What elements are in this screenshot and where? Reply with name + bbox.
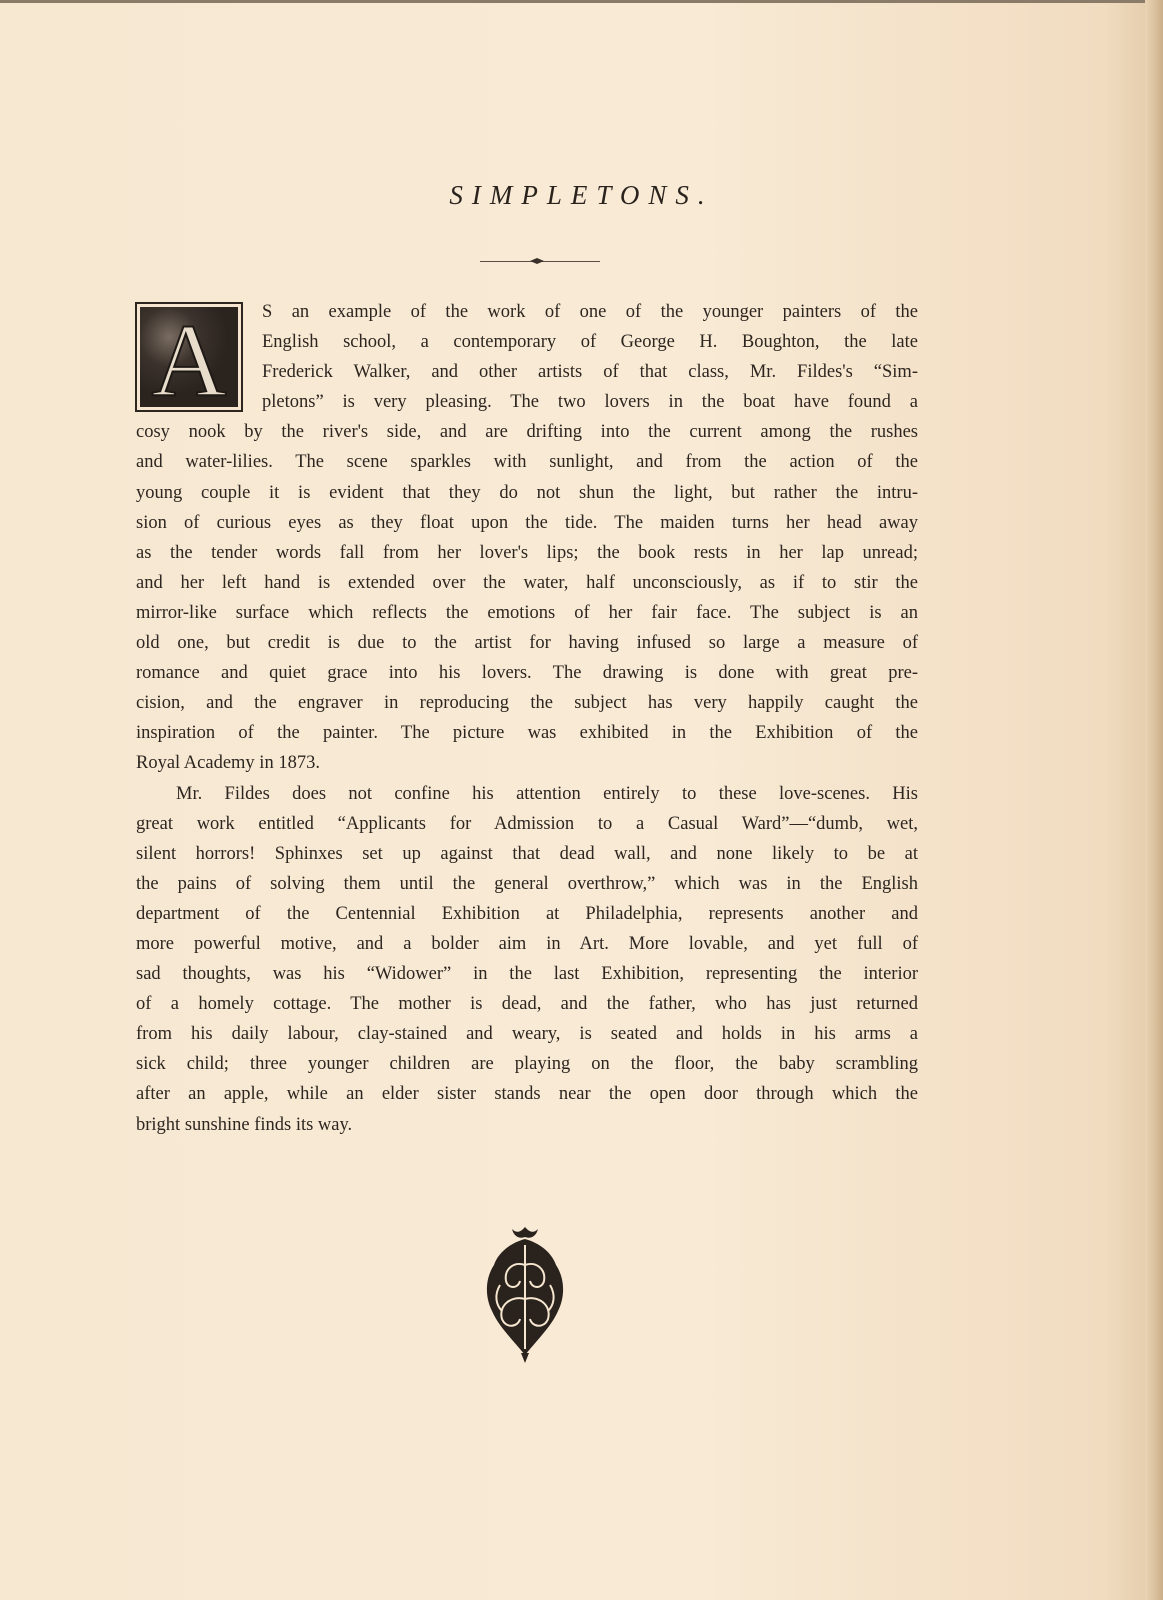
text-line: sick child; three younger children are playing on the floor, the baby scrambling: [136, 1054, 918, 1075]
text-line: great work entitled “Applicants for Admission to a Casual Ward”—“dumb, wet,: [136, 813, 918, 834]
text-line: from his daily labour, clay-stained and weary, is seated and holds in his arms a: [136, 1024, 918, 1045]
text-line: after an apple, while an elder sister stands near the open door through which the: [136, 1084, 918, 1105]
text-line: mirror-like surface which reflects the emotions of her fair face. The subject is an: [136, 602, 918, 623]
text-line: inspiration of the painter. The picture was exhibited in the Exhibition of the: [136, 723, 918, 744]
page-top-edge: [0, 0, 1163, 3]
text-line: English school, a contemporary of George H. Boughton, the late: [262, 332, 918, 353]
paragraph: [136, 779, 918, 1140]
text-line: silent horrors! Sphinxes set up against that dead wall, and none likely to be at: [136, 843, 918, 864]
text-line: cosy nook by the river's side, and are drifting into the current among the rushes: [136, 422, 918, 443]
text-line: and her left hand is extended over the water, half unconsciously, as if to stir the: [136, 572, 918, 593]
body-text: [136, 297, 918, 1140]
text-line: sion of curious eyes as they float upon the tide. The maiden turns her head away: [136, 512, 918, 533]
text-line: more powerful motive, and a bolder aim in Art. More lovable, and yet full of: [136, 933, 918, 954]
text-line: of a homely cottage. The mother is dead, and the father, who has just returned: [136, 994, 918, 1015]
diamond-ornament-icon: [530, 258, 544, 264]
page-title: SIMPLETONS.: [449, 180, 714, 210]
text-line: bright sunshine finds its way.: [136, 1114, 353, 1135]
text-line: Frederick Walker, and other artists of that class, Mr. Fildes's “Sim-: [262, 362, 918, 383]
text-line: old one, but credit is due to the artist for having infused so large a measure of: [136, 633, 918, 654]
text-line: department of the Centennial Exhibition at Philadelphia, represents another and: [136, 903, 918, 924]
page-right-edge: [1145, 0, 1163, 1600]
text-line: pletons” is very pleasing. The two lovers in the boat have found a: [262, 392, 918, 413]
text-line: and water-lilies. The scene sparkles with sunlight, and from the action of the: [136, 452, 918, 473]
text-line: young couple it is evident that they do not shun the light, but rather the intru-: [136, 482, 918, 503]
text-line: Royal Academy in 1873.: [136, 753, 320, 774]
floral-tailpiece-ornament-icon: [480, 1225, 570, 1365]
drop-cap-letter: A: [151, 303, 227, 418]
text-line: the pains of solving them until the general overthrow,” which was in the English: [136, 873, 918, 894]
text-line: sad thoughts, was his “Widower” in the last Exhibition, representing the interior: [136, 964, 918, 985]
text-line: romance and quiet grace into his lovers. The drawing is done with great pre-: [136, 663, 918, 684]
paragraph: [136, 297, 918, 779]
text-line: Mr. Fildes does not confine his attention entirely to these love-scenes. His: [176, 783, 918, 804]
text-line: cision, and the engraver in reproducing the subject has very happily caught the: [136, 693, 918, 714]
text-line: S an example of the work of one of the younger painters of the: [262, 302, 918, 322]
text-line: as the tender words fall from her lover's lips; the book rests in her lap unread;: [136, 542, 918, 563]
